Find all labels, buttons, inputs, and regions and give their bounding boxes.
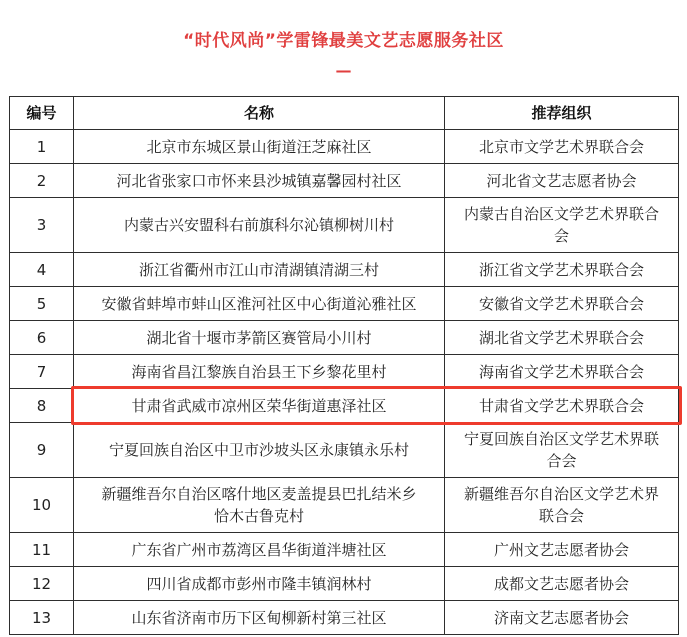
table-header [10,97,679,130]
recommending-org-cell: 湖北省文学艺术界联合会 [445,321,679,355]
recommending-org-cell: 浙江省文学艺术界联合会 [445,253,679,287]
community-name-text: 海南省昌江黎族自治县王下乡黎花里村 [131,362,387,381]
table-row [10,321,679,355]
award-table [9,96,679,635]
recommending-org-cell: 新疆维吾尔自治区文学艺术界联合会 [445,478,679,533]
title-dash: — [335,61,352,80]
community-name-text: 河北省张家口市怀来县沙城镇嘉馨园村社区 [116,171,402,190]
community-name-text: 湖北省十堰市茅箭区赛管局小川村 [146,328,372,347]
table-row [10,533,679,567]
recommending-org-cell: 河北省文艺志愿者协会 [445,164,679,198]
row-number-cell: 3 [10,198,74,253]
recommending-org-cell: 北京市文学艺术界联合会 [445,130,679,164]
recommending-org-cell: 宁夏回族自治区文学艺术界联合会 [445,423,679,478]
community-name-cell [74,533,445,567]
community-name-cell [74,478,445,533]
table-header-row [10,97,679,130]
community-name-cell [74,164,445,198]
column-header-number: 编号 [10,97,74,130]
community-name-text: 北京市东城区景山街道汪芝麻社区 [146,137,372,156]
community-name-cell [74,423,445,478]
page-title: “时代风尚”学雷锋最美文艺志愿服务社区 [183,31,504,51]
row-number-cell: 11 [10,533,74,567]
table-row [10,423,679,478]
table-row [10,355,679,389]
table-row [10,389,679,423]
community-name-text: 广东省广州市荔湾区昌华街道泮塘社区 [131,540,387,559]
row-number-cell: 12 [10,567,74,601]
row-number-cell: 2 [10,164,74,198]
community-name-cell [74,253,445,287]
community-name-cell [74,198,445,253]
community-name-text: 四川省成都市彭州市隆丰镇润林村 [146,574,372,593]
community-name-cell [74,287,445,321]
row-number-cell: 5 [10,287,74,321]
recommending-org-cell: 海南省文学艺术界联合会 [445,355,679,389]
row-number-cell: 7 [10,355,74,389]
community-name-cell [74,321,445,355]
recommending-org-cell: 济南文艺志愿者协会 [445,601,679,635]
row-number-cell: 1 [10,130,74,164]
column-header-name: 名称 [74,97,445,130]
recommending-org-cell: 安徽省文学艺术界联合会 [445,287,679,321]
community-name-text: 浙江省衢州市江山市清湖镇清湖三村 [138,260,379,279]
table-row [10,164,679,198]
row-number-cell: 6 [10,321,74,355]
recommending-org-cell: 广州文艺志愿者协会 [445,533,679,567]
row-number-cell: 9 [10,423,74,478]
recommending-org-cell: 内蒙古自治区文学艺术界联合会 [445,198,679,253]
community-name-cell [74,130,445,164]
table-row [10,567,679,601]
row-number-cell: 8 [10,389,74,423]
table-row [10,478,679,533]
column-header-org: 推荐组织 [445,97,679,130]
table-row [10,198,679,253]
table-row [10,287,679,321]
table-row [10,130,679,164]
row-number-cell: 13 [10,601,74,635]
community-name-cell [74,601,445,635]
community-name-text: 宁夏回族自治区中卫市沙坡头区永康镇永乐村 [108,441,409,459]
community-name-cell [74,567,445,601]
table-row [10,601,679,635]
row-number-cell: 4 [10,253,74,287]
community-name-text: 安徽省蚌埠市蚌山区淮河社区中心街道沁雅社区 [101,294,417,313]
community-name-text: 山东省济南市历下区甸柳新村第三社区 [131,608,387,627]
community-name-cell [74,355,445,389]
community-name-text: 新疆维吾尔自治区喀什地区麦盖提县巴扎结米乡恰木古鲁克村 [101,485,417,525]
community-name-text: 内蒙古兴安盟科右前旗科尔沁镇柳树川村 [123,216,394,234]
table-body [10,130,679,635]
recommending-org-cell: 成都文艺志愿者协会 [445,567,679,601]
table-row [10,253,679,287]
community-name-cell [74,389,445,423]
row-number-cell: 10 [10,478,74,533]
community-name-text: 甘肃省武威市凉州区荣华街道惠泽社区 [131,396,387,415]
recommending-org-cell: 甘肃省文学艺术界联合会 [445,389,679,423]
